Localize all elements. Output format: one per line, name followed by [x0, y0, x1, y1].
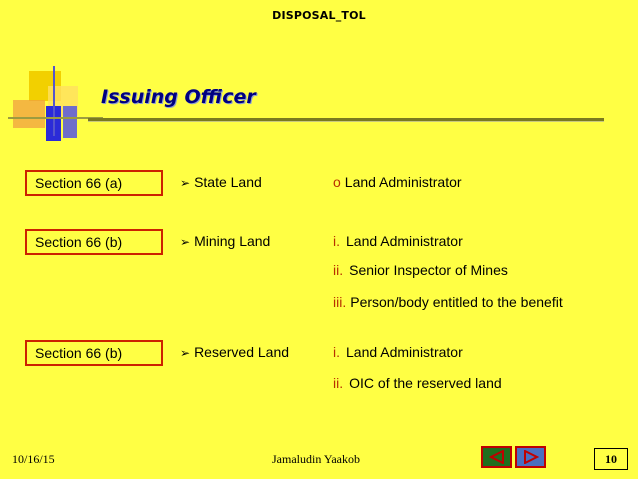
section-label-66a: Section 66 (a)	[25, 170, 163, 196]
officer-text: Land Administrator	[346, 233, 463, 249]
header-title: DISPOSAL_TOL	[272, 9, 366, 22]
officer-item	[333, 375, 502, 391]
land-type-label: State Land	[194, 174, 262, 190]
arrow-bullet-icon: ➢	[180, 346, 191, 360]
officer-item	[333, 344, 463, 360]
officer-text: Senior Inspector of Mines	[349, 262, 508, 278]
officer-item	[333, 233, 463, 249]
title-divider	[88, 118, 604, 121]
prev-slide-icon	[488, 450, 506, 464]
officer-item	[333, 294, 563, 310]
officer-item	[333, 174, 462, 190]
officer-text: Person/body entitled to the benefit	[350, 294, 563, 310]
officer-marker: i.	[333, 344, 340, 360]
arrow-bullet-icon: ➢	[180, 235, 191, 249]
officer-marker: ii.	[333, 262, 344, 278]
officer-marker: ii.	[333, 375, 344, 391]
arrow-bullet-icon: ➢	[180, 176, 191, 190]
land-type-mining	[180, 233, 270, 249]
officer-text: Land Administrator	[346, 344, 463, 360]
officer-text: Land Administrator	[344, 174, 462, 190]
next-slide-button[interactable]	[515, 446, 546, 468]
officer-item	[333, 262, 508, 278]
officer-marker: i.	[333, 233, 340, 249]
footer-author: Jamaludin Yaakob	[272, 452, 360, 466]
land-type-label: Mining Land	[194, 233, 271, 249]
page-number: 10	[594, 448, 628, 470]
officer-marker: iii.	[333, 294, 347, 310]
prev-slide-button[interactable]	[481, 446, 512, 468]
slide-title: Issuing Officer	[101, 86, 256, 108]
land-type-reserved	[180, 344, 289, 360]
land-type-label: Reserved Land	[194, 344, 290, 360]
land-type-state	[180, 174, 262, 190]
footer-date: 10/16/15	[12, 452, 55, 466]
section-label-66b-reserved: Section 66 (b)	[25, 340, 163, 366]
officer-marker: o	[333, 174, 341, 190]
next-slide-icon	[522, 450, 540, 464]
officer-text: OIC of the reserved land	[349, 375, 502, 391]
decorative-logo	[8, 66, 103, 146]
section-label-66b-mining: Section 66 (b)	[25, 229, 163, 255]
